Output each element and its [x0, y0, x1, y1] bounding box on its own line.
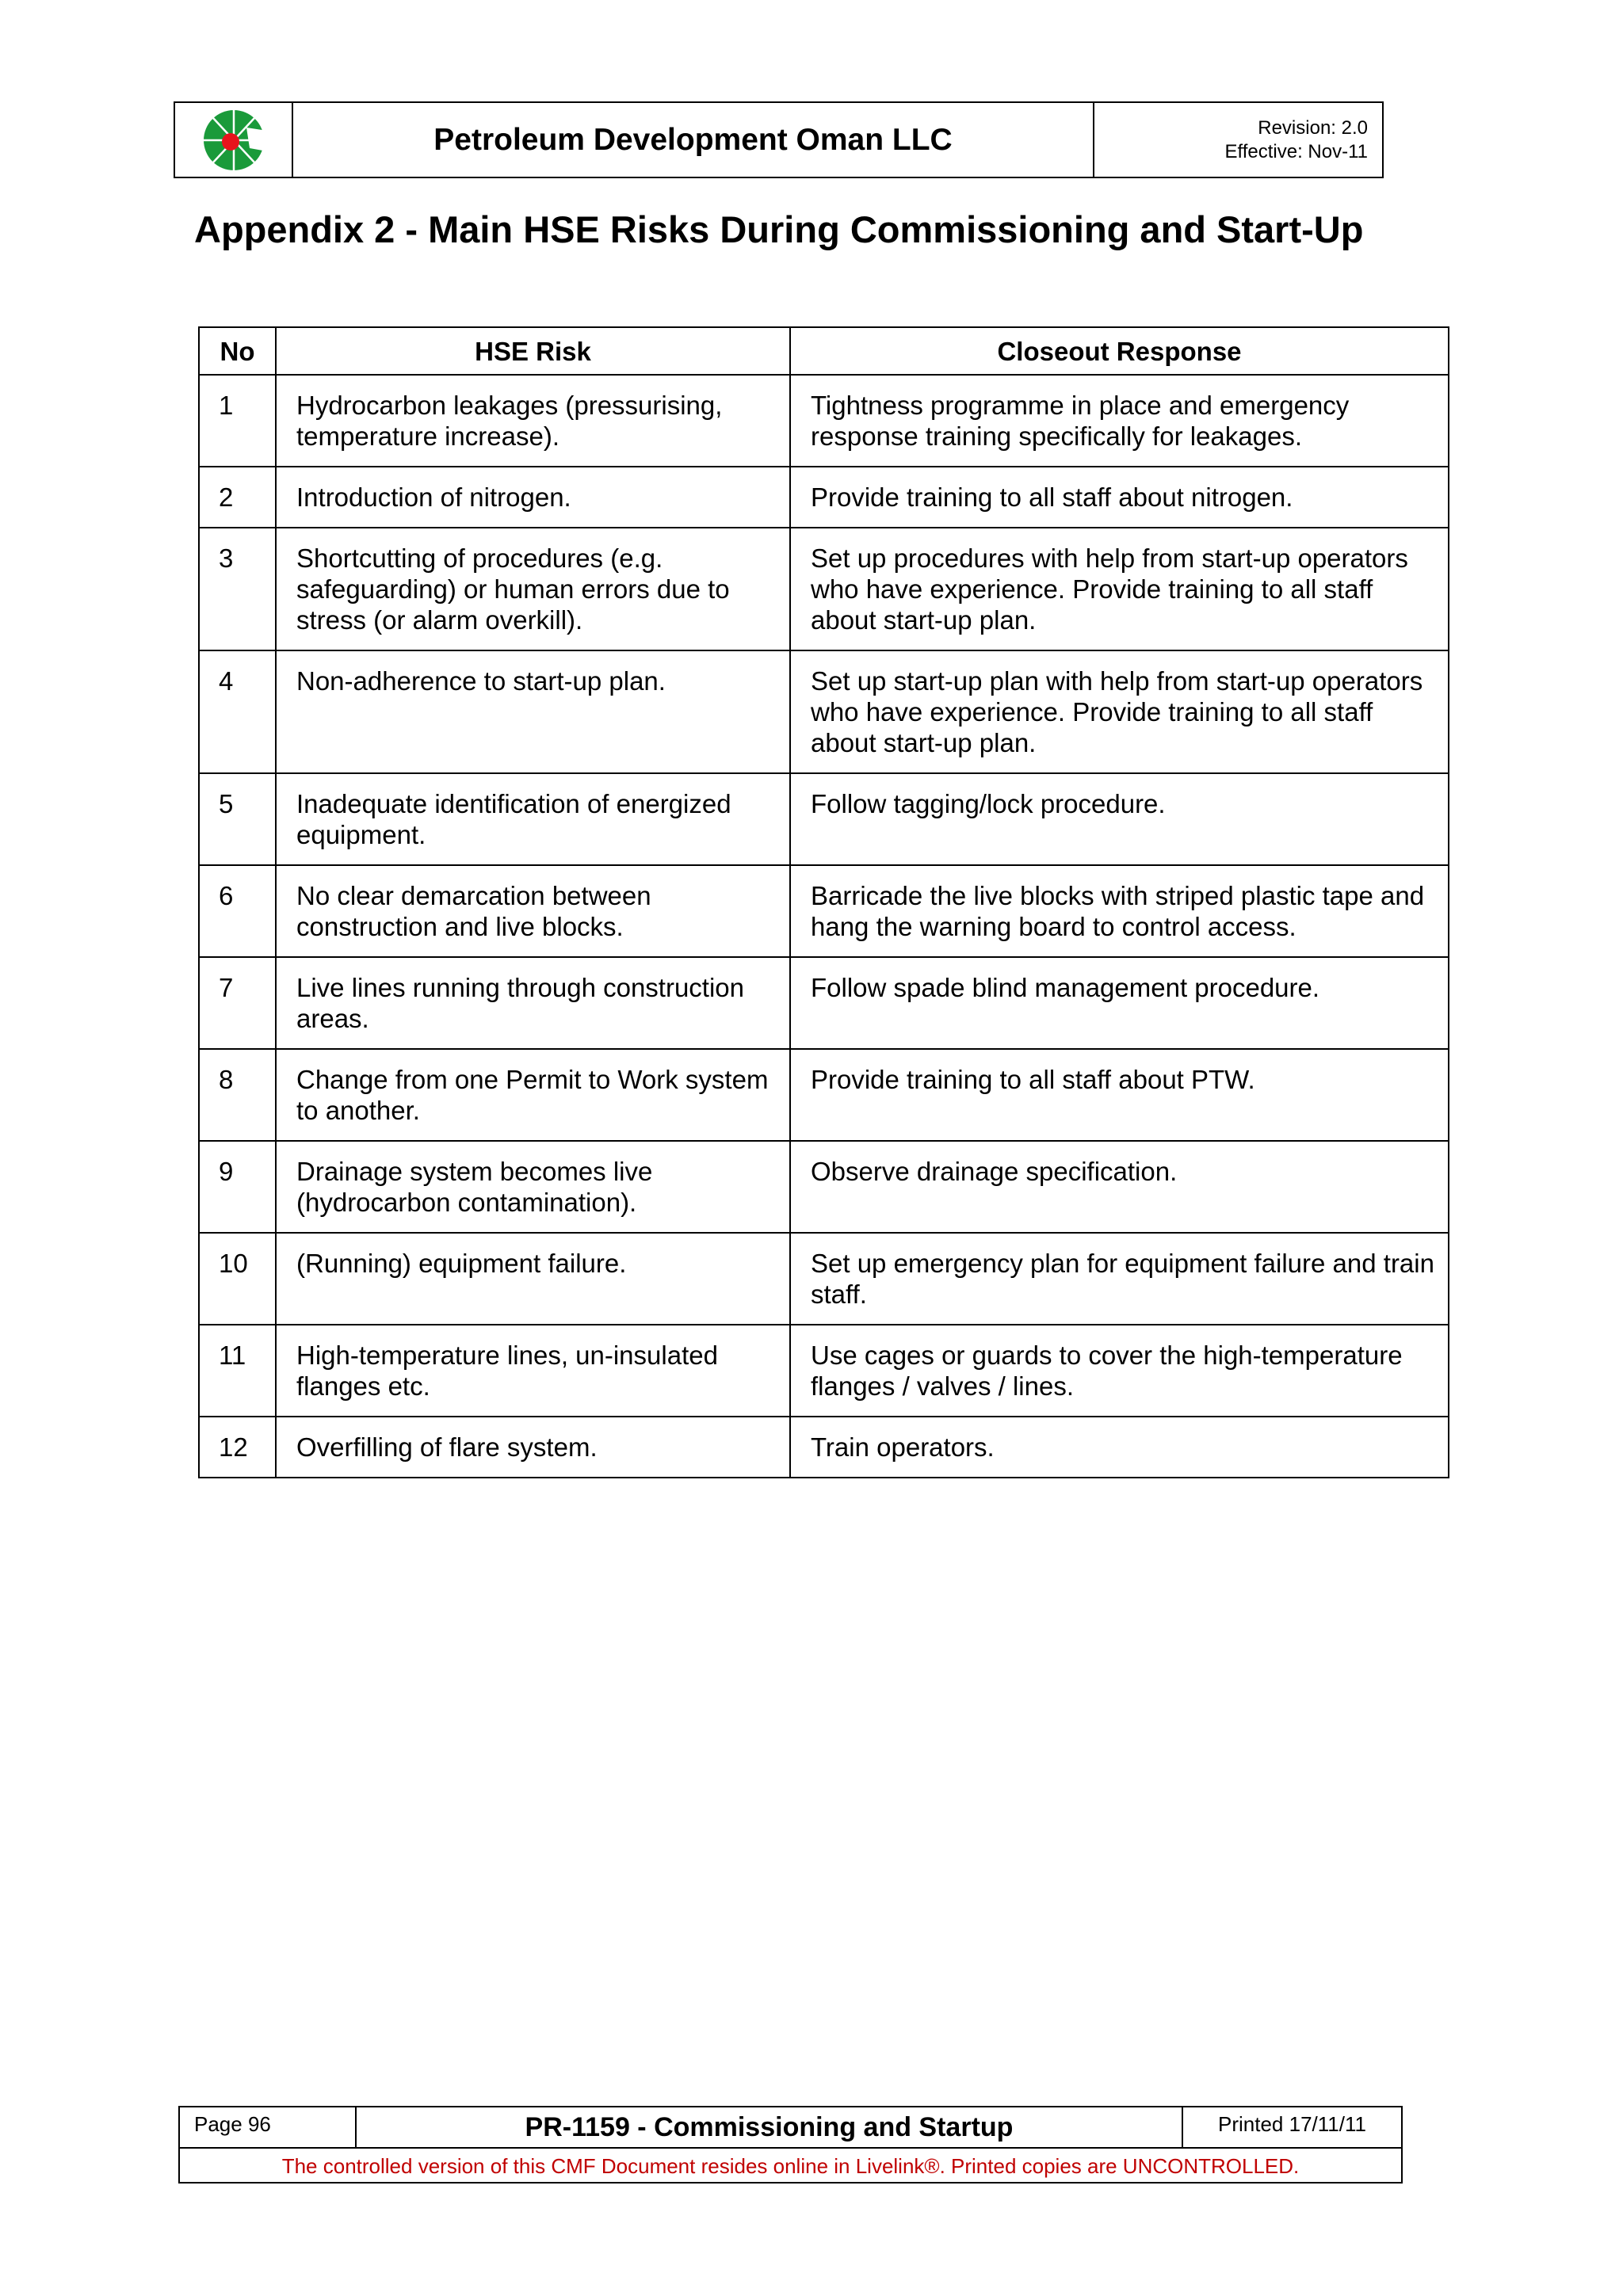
row-response: Follow spade blind management procedure. [790, 957, 1449, 1049]
logo-cell [175, 103, 293, 177]
row-no: 8 [199, 1049, 276, 1141]
table-row [199, 467, 1449, 528]
row-no: 1 [199, 375, 276, 467]
page-title: Appendix 2 - Main HSE Risks During Commissioning and Start-Up [194, 208, 1364, 250]
row-risk: Change from one Permit to Work system to another. [276, 1049, 790, 1141]
row-risk: High-temperature lines, un-insulated flanges etc. [276, 1325, 790, 1417]
row-risk: Introduction of nitrogen. [276, 467, 790, 528]
table-row [199, 773, 1449, 865]
header-hse-risk: HSE Risk [276, 327, 790, 375]
row-response: Tightness programme in place and emergency response training specifically for leakages. [790, 375, 1449, 467]
row-no: 7 [199, 957, 276, 1049]
row-risk: Hydrocarbon leakages (pressurising, temperature increase). [276, 375, 790, 467]
row-risk: No clear demarcation between construction and live blocks. [276, 865, 790, 957]
row-no: 5 [199, 773, 276, 865]
row-risk: Drainage system becomes live (hydrocarbon contamination). [276, 1141, 790, 1233]
row-no: 6 [199, 865, 276, 957]
document-header [174, 101, 1384, 178]
pdo-logo-icon [200, 107, 267, 174]
table-row [199, 375, 1449, 467]
row-no: 9 [199, 1141, 276, 1233]
uncontrolled-notice: The controlled version of this CMF Document resides online in Livelink®. Printed copies are UNCONTROLLED. [281, 2154, 1300, 2178]
row-no: 11 [199, 1325, 276, 1417]
revision-label: Revision: 2.0 [1258, 116, 1368, 139]
hse-risk-table [198, 326, 1449, 1478]
row-response: Provide training to all staff about PTW. [790, 1049, 1449, 1141]
row-no: 3 [199, 528, 276, 650]
table-row [199, 1049, 1449, 1141]
header-closeout-response: Closeout Response [790, 327, 1449, 375]
row-risk: Non-adherence to start-up plan. [276, 650, 790, 773]
footer-info-row [180, 2107, 1401, 2149]
table-header-row [199, 327, 1449, 375]
document-footer [178, 2106, 1403, 2183]
table-row [199, 1325, 1449, 1417]
row-response: Observe drainage specification. [790, 1141, 1449, 1233]
table-row [199, 1417, 1449, 1478]
row-response: Set up start-up plan with help from start-up operators who have experience. Provide training to all staff about start-up plan. [790, 650, 1449, 773]
table-row [199, 650, 1449, 773]
header-no: No [199, 327, 276, 375]
page-number: Page 96 [180, 2107, 357, 2147]
table-row [199, 957, 1449, 1049]
row-no: 12 [199, 1417, 276, 1478]
row-risk: Overfilling of flare system. [276, 1417, 790, 1478]
row-response: Barricade the live blocks with striped plastic tape and hang the warning board to control access. [790, 865, 1449, 957]
row-response: Follow tagging/lock procedure. [790, 773, 1449, 865]
row-response: Provide training to all staff about nitrogen. [790, 467, 1449, 528]
printed-date: Printed 17/11/11 [1218, 2112, 1366, 2136]
row-response: Train operators. [790, 1417, 1449, 1478]
table-row [199, 1141, 1449, 1233]
row-risk: Shortcutting of procedures (e.g. safeguarding) or human errors due to stress (or alarm overkill). [276, 528, 790, 650]
row-no: 10 [199, 1233, 276, 1325]
effective-date: Effective: Nov-11 [1224, 140, 1368, 162]
row-risk: Inadequate identification of energized equipment. [276, 773, 790, 865]
row-no: 4 [199, 650, 276, 773]
row-response: Use cages or guards to cover the high-temperature flanges / valves / lines. [790, 1325, 1449, 1417]
table-row [199, 528, 1449, 650]
row-risk: (Running) equipment failure. [276, 1233, 790, 1325]
table-row [199, 865, 1449, 957]
row-response: Set up procedures with help from start-up operators who have experience. Provide training to all staff about start-up plan. [790, 528, 1449, 650]
document-id: PR-1159 - Commissioning and Startup [357, 2107, 1183, 2147]
revision-block [1094, 103, 1382, 177]
company-name: Petroleum Development Oman LLC [293, 103, 1094, 177]
row-response: Set up emergency plan for equipment failure and train staff. [790, 1233, 1449, 1325]
table-row [199, 1233, 1449, 1325]
row-no: 2 [199, 467, 276, 528]
row-risk: Live lines running through construction areas. [276, 957, 790, 1049]
